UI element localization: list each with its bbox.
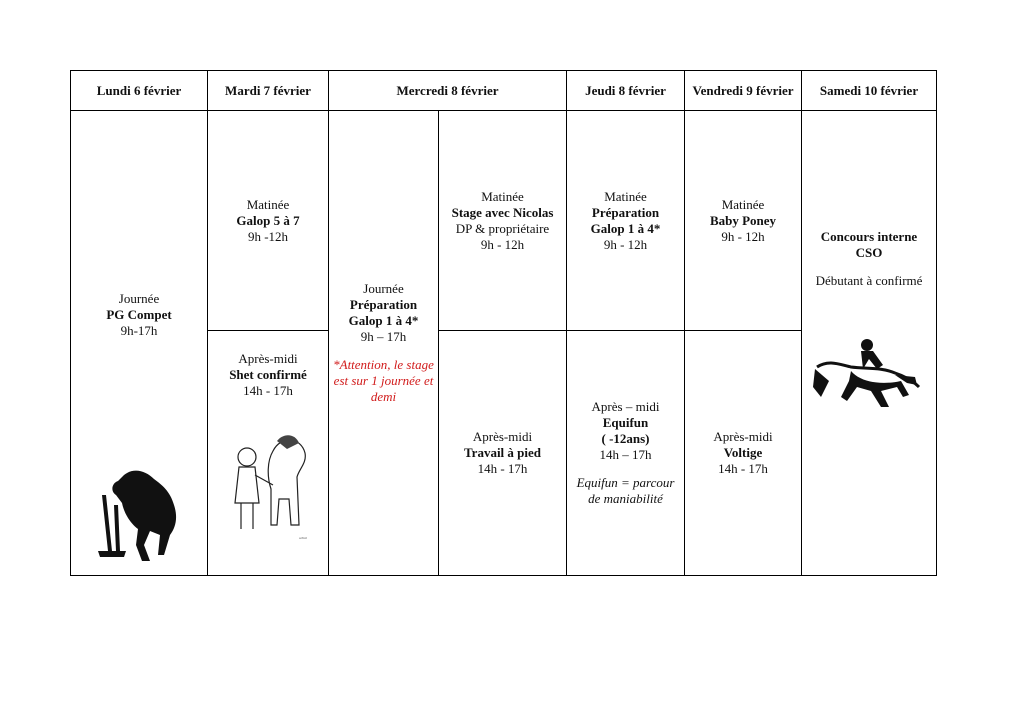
mercredi-day-note: *Attention, le stage est sur 1 journée et demi: [333, 357, 434, 404]
horse-polo-silhouette-icon: [94, 465, 189, 565]
vendredi-pm-hours: 14h - 17h: [718, 461, 768, 476]
mercredi-pm-title: Travail à pied: [463, 445, 542, 460]
header-jeudi: Jeudi 8 février: [567, 71, 685, 111]
mardi-pm-hours: 14h - 17h: [243, 383, 293, 398]
jeudi-pm-label: Après – midi: [591, 399, 660, 414]
jeudi-pm-hours: 14h – 17h: [599, 447, 652, 462]
header-lundi: Lundi 6 février: [71, 71, 208, 111]
vendredi-pm-cell: [685, 331, 802, 576]
mardi-pm-title: Shet confirmé: [229, 367, 307, 382]
mardi-pm-cell: [208, 331, 329, 576]
lundi-cell: [71, 111, 208, 576]
mercredi-day-title-1: Préparation: [349, 297, 418, 312]
mercredi-day-cell: [329, 111, 439, 576]
jeudi-am-label: Matinée: [604, 188, 647, 204]
vendredi-am-cell: [685, 111, 802, 331]
lundi-title: PG Compet: [106, 307, 172, 322]
jeudi-pm-title-2: ( -12ans): [601, 431, 650, 446]
vendredi-pm-title: Voltige: [723, 445, 763, 460]
mercredi-am-label: Matinée: [481, 188, 524, 204]
mercredi-am-cell: [439, 111, 567, 331]
jeudi-am-cell: [567, 111, 685, 331]
header-vendredi: Vendredi 9 février: [685, 71, 802, 111]
show-jumping-horse-icon: [811, 337, 923, 413]
header-samedi: Samedi 10 février: [802, 71, 937, 111]
header-row: [71, 71, 937, 111]
schedule-table: [70, 70, 937, 576]
mardi-am-hours: 9h -12h: [247, 228, 289, 244]
mardi-am-cell: [208, 111, 329, 331]
mercredi-day-hours: 9h – 17h: [360, 329, 407, 344]
mercredi-am-subtitle: DP & propriétaire: [455, 220, 550, 236]
vendredi-am-label: Matinée: [721, 196, 765, 212]
mardi-pm-label: Après-midi: [238, 351, 298, 366]
mercredi-day-title-2: Galop 1 à 4*: [348, 313, 419, 328]
jeudi-pm-cell: [567, 331, 685, 576]
mercredi-pm-label: Après-midi: [472, 429, 533, 444]
samedi-cell: [802, 111, 937, 576]
vendredi-pm-label: Après-midi: [713, 429, 773, 444]
lundi-hours: 9h-17h: [120, 323, 158, 338]
vendredi-am-title: Baby Poney: [709, 212, 777, 228]
mercredi-am-hours: 9h - 12h: [480, 236, 525, 252]
header-mardi: Mardi 7 février: [208, 71, 329, 111]
samedi-title-2: CSO: [855, 245, 883, 260]
jeudi-am-title-2: Galop 1 à 4*: [590, 220, 661, 236]
vendredi-am-hours: 9h - 12h: [721, 228, 765, 244]
mercredi-day-label: Journée: [363, 281, 404, 296]
header-mercredi: Mercredi 8 février: [329, 71, 567, 111]
mardi-am-title: Galop 5 à 7: [236, 212, 300, 228]
child-with-pony-drawing-icon: [225, 429, 315, 541]
jeudi-pm-note: Equifun = parcour de maniabilité: [576, 475, 675, 506]
jeudi-pm-title-1: Equifun: [602, 415, 649, 430]
svg-text:artist: artist: [299, 536, 307, 540]
mercredi-am-title: Stage avec Nicolas: [451, 204, 554, 220]
samedi-subtitle: Débutant à confirmé: [815, 273, 923, 288]
samedi-title-1: Concours interne: [820, 229, 918, 244]
mercredi-pm-cell: [439, 331, 567, 576]
jeudi-am-title-1: Préparation: [591, 204, 660, 220]
jeudi-am-hours: 9h - 12h: [603, 236, 648, 252]
mardi-am-label: Matinée: [246, 196, 290, 212]
mercredi-pm-hours: 14h - 17h: [477, 461, 528, 476]
lundi-label: Journée: [118, 291, 160, 306]
